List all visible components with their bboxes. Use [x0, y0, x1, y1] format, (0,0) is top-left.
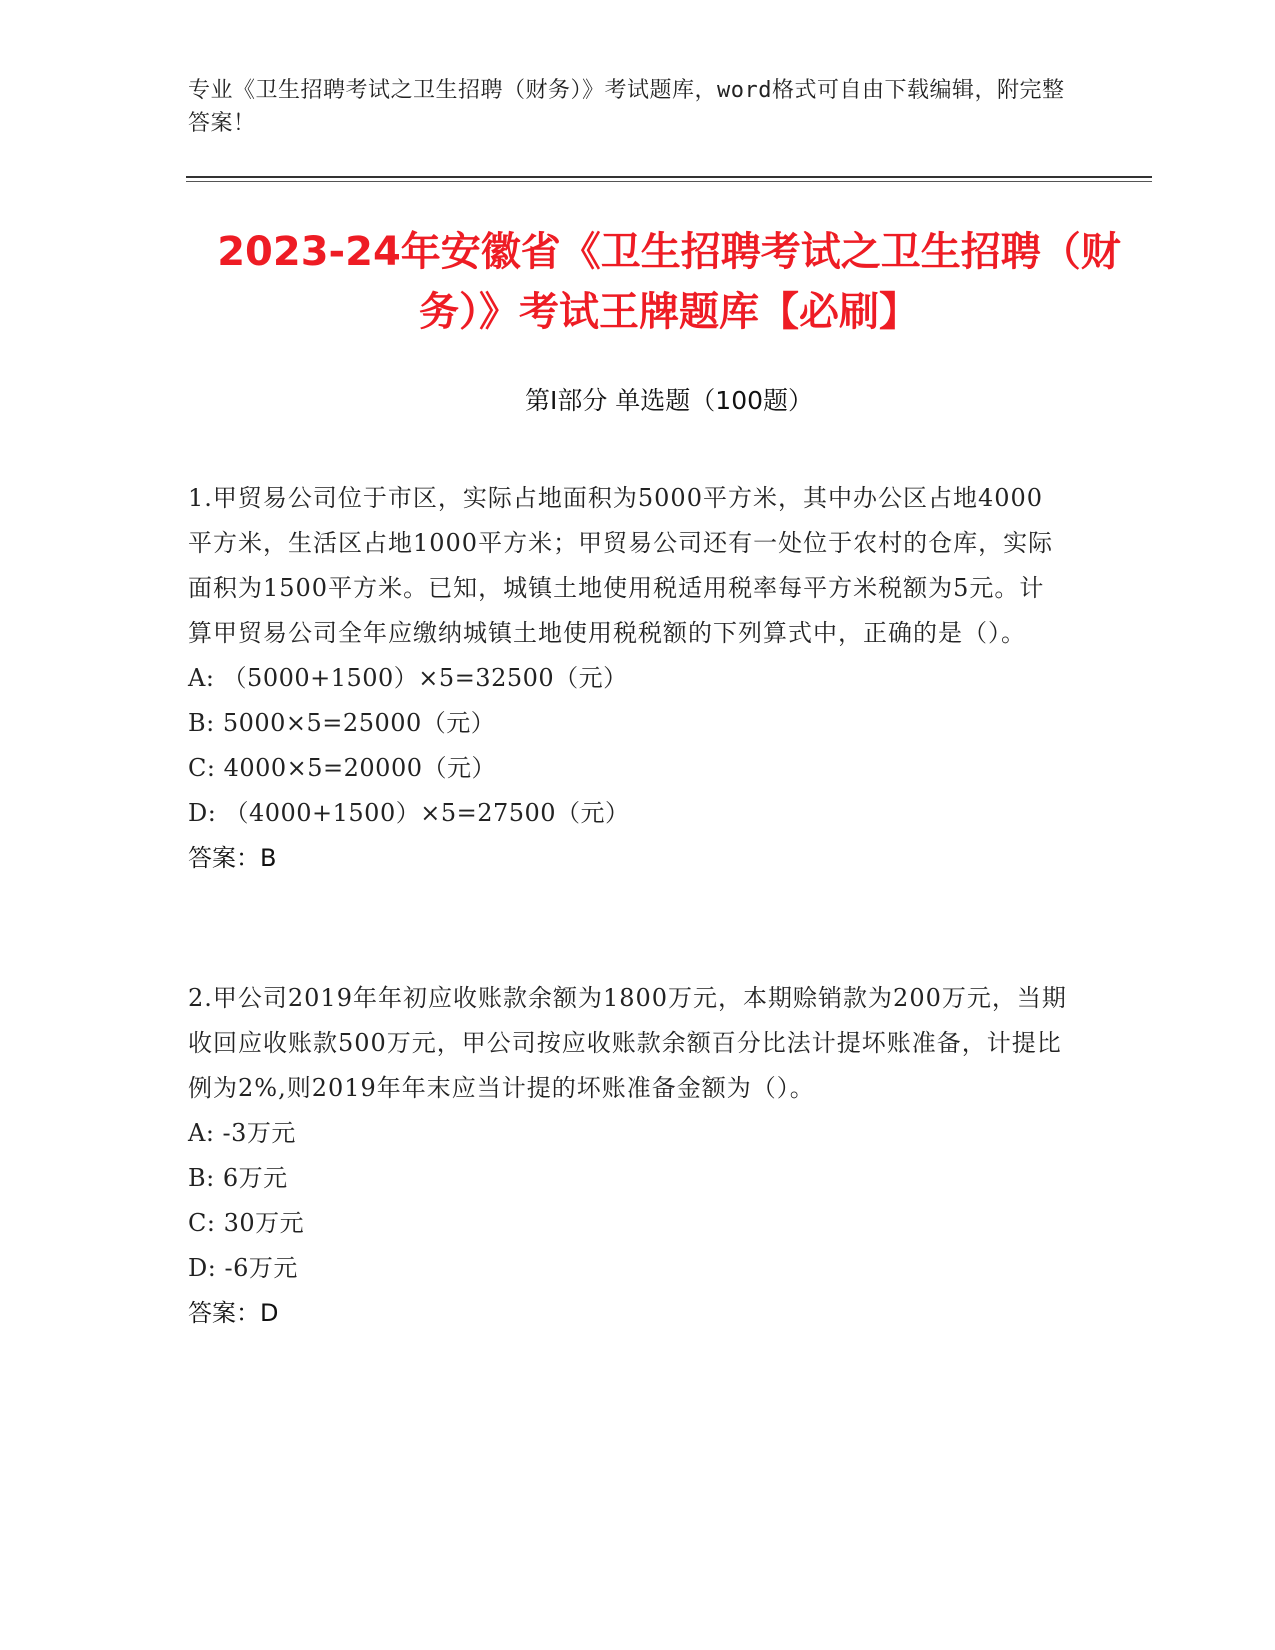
question-2: [188, 976, 1068, 1336]
question-1: [188, 476, 1068, 881]
option-b: B: 6万元: [188, 1164, 288, 1192]
option-b: B: 5000×5=25000（元）: [188, 709, 496, 737]
option-a: A: （5000+1500）×5=32500（元）: [188, 664, 628, 692]
section-title: 第I部分 单选题（100题）: [524, 386, 814, 415]
answer: 答案：D: [188, 1299, 279, 1327]
question-text: 1.甲贸易公司位于市区，实际占地面积为5000平方米，其中办公区占地4000平方米，生活区占地1000平方米；甲贸易公司还有一处位于农村的仓库，实际面积为1500平方米。已知，城镇土地使用税适用税率每平方米税额为5元。计算甲贸易公司全年应缴纳城镇土地使用税税额的下列算式中，正确的是（）。: [188, 484, 1054, 647]
answer: 答案：B: [188, 844, 277, 872]
option-a: A: -3万元: [188, 1119, 296, 1147]
header-note: 专业《卫生招聘考试之卫生招聘（财务）》考试题库，word格式可自由下载编辑，附完整答案！: [188, 78, 1065, 136]
document-title: 2023-24年安徽省《卫生招聘考试之卫生招聘（财务）》考试王牌题库【必刷】: [217, 229, 1121, 335]
option-d: D: （4000+1500）×5=27500（元）: [188, 799, 630, 827]
option-c: C: 4000×5=20000（元）: [188, 754, 496, 782]
question-text: 2.甲公司2019年年初应收账款余额为1800万元，本期赊销款为200万元，当期收回应收账款500万元，甲公司按应收账款余额百分比法计提坏账准备，计提比例为2%,则2019年年末应当计提的坏账准备金额为（）。: [188, 984, 1067, 1102]
header-rule-thick: [186, 176, 1152, 178]
option-d: D: -6万元: [188, 1254, 298, 1282]
option-c: C: 30万元: [188, 1209, 305, 1237]
header-rule-thin: [186, 181, 1152, 182]
